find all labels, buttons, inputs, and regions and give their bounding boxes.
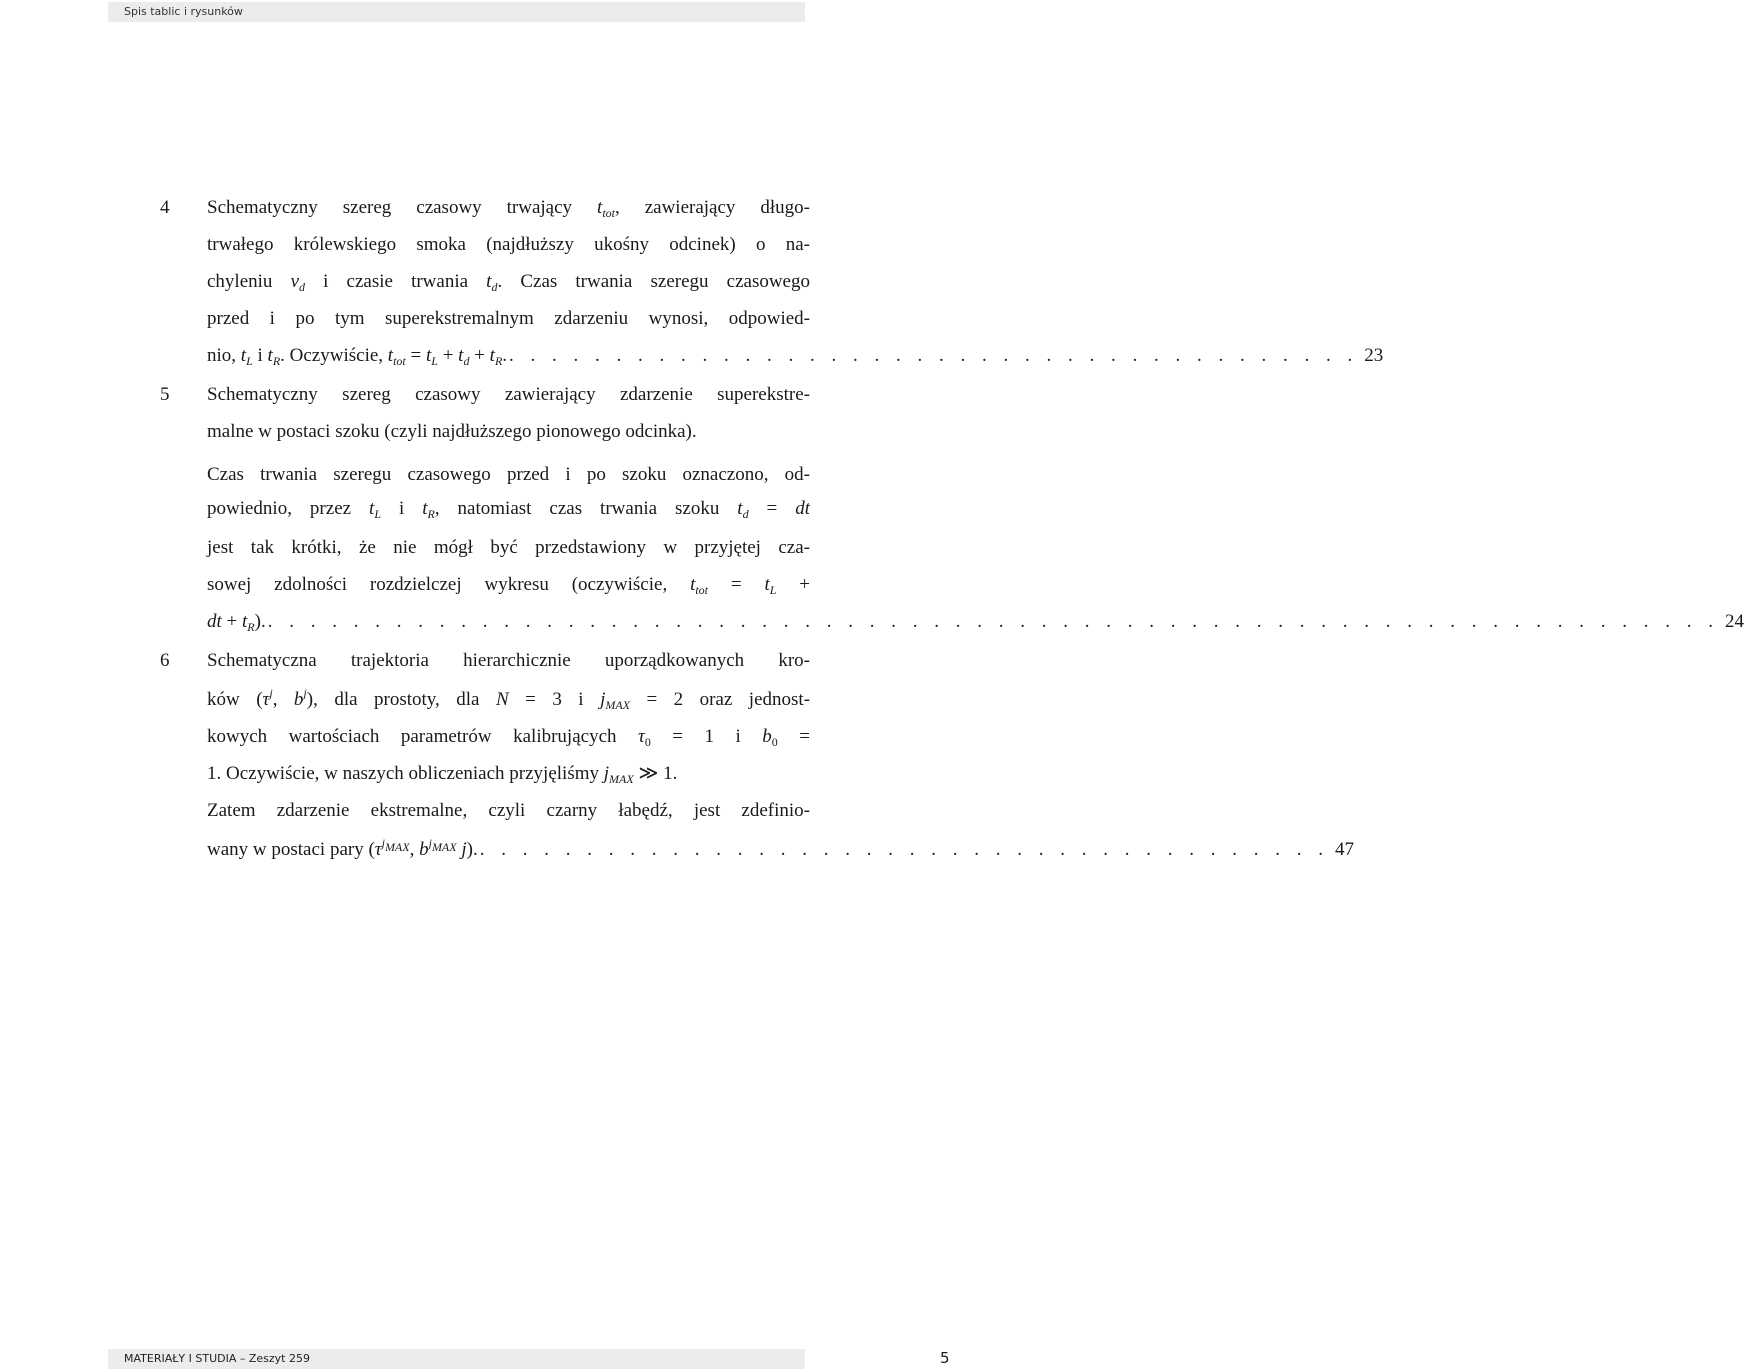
entry-line: dt + $t_R$). . . . . . . . . . . . . . . . . . . . . . . . . . . . . . . . . . . . . . . . . . . . . . . . . . . . . . . . . . . . . . . . . . . . . 24 [207, 604, 810, 640]
entry-line: przed i po tym superekstremalnym zdarzeniu wynosi, odpowied- [207, 308, 810, 329]
entry-line: jest tak krótki, że nie mógł być przedstawiony w przyjętej cza- [207, 537, 810, 558]
entry-line: sowej zdolności rozdzielczej wykresu (oczywiście, $t_{tot} = t_L$ + [207, 574, 810, 597]
entry-line: ków ($\tau^j$, $b^j$), dla prostoty, dla N = 3 i $j_{MAX} = 2$ oraz jednost- [207, 686, 811, 712]
dot-leader: . . . . . . . . . . . . . . . . . . . . . . . . . . . . . . . . . . . . . . . . [479, 839, 1329, 860]
entry-line: kowych wartościach parametrów kalibrujących $\tau_0 = 1$ i $b_0$ = [207, 726, 811, 749]
page-number: 5 [940, 1349, 950, 1367]
dot-leader: . . . . . . . . . . . . . . . . . . . . . . . . . . . . . . . . . . . . . . . . . . . . . . . . . . . . . . . . . . . . . . . . . . . . [267, 611, 1719, 632]
running-header [108, 2, 805, 22]
entry-line: nio, $t_L$ i $t_R$. Oczywiście, $t_{tot} = t_L + t_d + t_R$. . . . . . . . . . . . . . . . . . . . . . . . . . . . . . . . . . . . . . . . . 23 [207, 338, 810, 374]
entry-line: 1. Oczywiście, w naszych obliczeniach przyjęliśmy $j_{MAX}$ ≫ 1. [207, 763, 678, 786]
running-footer [108, 1349, 805, 1369]
journal-title: MATERIAŁY I STUDIA – Zeszyt 259 [124, 1352, 310, 1365]
entry-number: 5 [160, 384, 170, 405]
entry-line: malne w postaci szoku (czyli najdłuższego pionowego odcinka). [207, 421, 697, 442]
page-reference: 24 [1724, 611, 1744, 632]
entry-line: Schematyczny szereg czasowy trwający $t_{tot}$, zawierający długo- [207, 197, 810, 220]
dot-leader: . . . . . . . . . . . . . . . . . . . . . . . . . . . . . . . . . . . . . . . . [509, 345, 1359, 366]
entry-line: Zatem zdarzenie ekstremalne, czyli czarny łabędź, jest zdefinio- [207, 800, 810, 821]
entry-line: Schematyczny szereg czasowy zawierający zdarzenie superekstre- [207, 384, 810, 405]
entry-line: Schematyczna trajektoria hierarchicznie uporządkowanych kro- [207, 650, 810, 671]
entry-line: powiednio, przez $t_L$ i $t_R$, natomiast czas trwania szoku $t_d$ = dt [207, 498, 811, 521]
entry-line: chyleniu $v_d$ i czasie trwania $t_d$. Czas trwania szeregu czasowego [207, 271, 810, 294]
entry-number: 6 [160, 650, 170, 671]
page-reference: 47 [1334, 839, 1354, 860]
section-title: Spis tablic i rysunków [124, 5, 243, 18]
entry-line: Czas trwania szeregu czasowego przed i po szoku oznaczono, od- [207, 464, 810, 485]
entry-line: trwałego królewskiego smoka (najdłuższy ukośny odcinek) o na- [207, 234, 810, 255]
entry-number: 4 [160, 197, 170, 218]
entry-line: wany w postaci pary ($\tau^{j_{MAX}}$, $b^{j_{MAX}}$ j). . . . . . . . . . . . . . . . . . . . . . . . . . . . . . . . . . . . . . . . . 47 [207, 832, 810, 868]
page-reference: 23 [1364, 345, 1384, 366]
